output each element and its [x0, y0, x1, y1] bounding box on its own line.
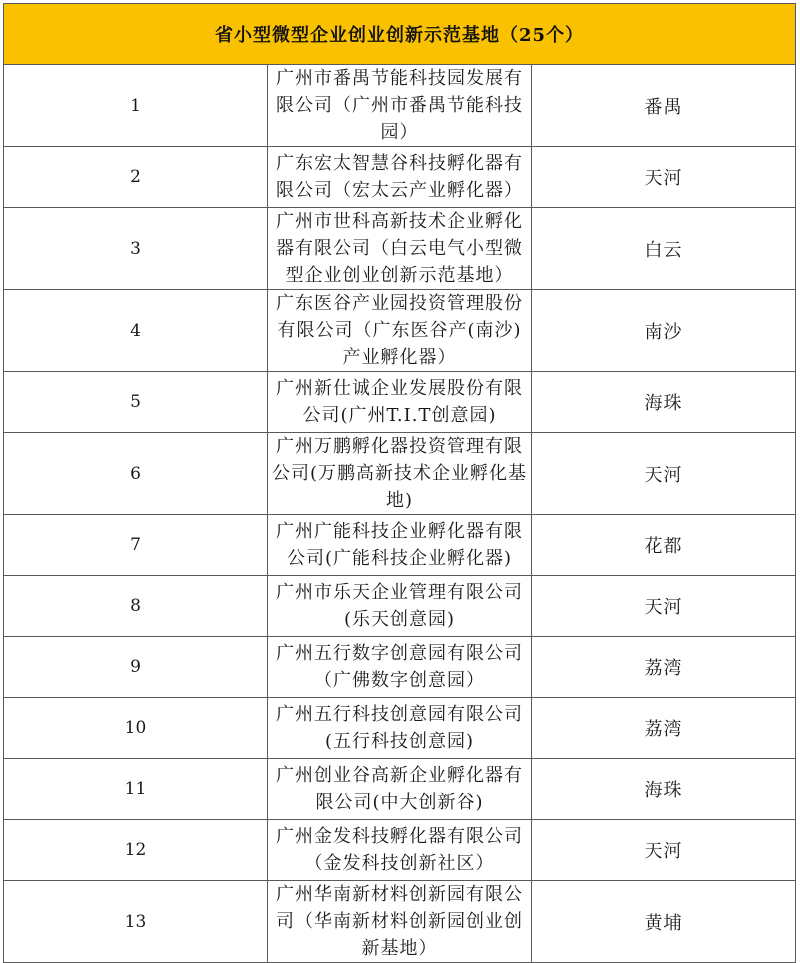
row-number: 5 — [4, 372, 268, 433]
district: 荔湾 — [532, 698, 796, 759]
table-body — [4, 65, 796, 963]
row-number: 1 — [4, 65, 268, 147]
district: 南沙 — [532, 290, 796, 372]
district: 花都 — [532, 515, 796, 576]
row-number: 6 — [4, 433, 268, 515]
company-name: 广州市乐天企业管理有限公司(乐天创意园) — [268, 576, 532, 637]
table-row — [4, 759, 796, 820]
district: 天河 — [532, 576, 796, 637]
company-name: 广州华南新材料创新园有限公司（华南新材料创新园创业创新基地） — [268, 881, 532, 963]
table-row — [4, 515, 796, 576]
table-row — [4, 208, 796, 290]
table-row — [4, 820, 796, 881]
row-number: 2 — [4, 147, 268, 208]
company-name: 广州五行数字创意园有限公司（广佛数字创意园） — [268, 637, 532, 698]
row-number: 9 — [4, 637, 268, 698]
district: 海珠 — [532, 759, 796, 820]
row-number: 13 — [4, 881, 268, 963]
table-row — [4, 290, 796, 372]
district: 荔湾 — [532, 637, 796, 698]
company-name: 广州金发科技孵化器有限公司（金发科技创新社区） — [268, 820, 532, 881]
district: 海珠 — [532, 372, 796, 433]
company-name: 广东宏太智慧谷科技孵化器有限公司（宏太云产业孵化器） — [268, 147, 532, 208]
district: 黄埔 — [532, 881, 796, 963]
company-name: 广州创业谷高新企业孵化器有限公司(中大创新谷) — [268, 759, 532, 820]
row-number: 4 — [4, 290, 268, 372]
table-header-row — [4, 4, 796, 65]
company-name: 广州广能科技企业孵化器有限公司(广能科技企业孵化器) — [268, 515, 532, 576]
table-row — [4, 65, 796, 147]
district: 天河 — [532, 820, 796, 881]
company-name: 广州市番禺节能科技园发展有限公司（广州市番禺节能科技园） — [268, 65, 532, 147]
table-title: 省小型微型企业创业创新示范基地（25个） — [4, 4, 796, 65]
district: 白云 — [532, 208, 796, 290]
district: 番禺 — [532, 65, 796, 147]
row-number: 10 — [4, 698, 268, 759]
row-number: 7 — [4, 515, 268, 576]
company-name: 广州万鹏孵化器投资管理有限公司(万鹏高新技术企业孵化基地) — [268, 433, 532, 515]
base-list-table — [3, 3, 796, 963]
district: 天河 — [532, 147, 796, 208]
company-name: 广州市世科高新技术企业孵化器有限公司（白云电气小型微型企业创业创新示范基地） — [268, 208, 532, 290]
table-row — [4, 147, 796, 208]
table-row — [4, 881, 796, 963]
table-row — [4, 576, 796, 637]
table-row — [4, 372, 796, 433]
company-name: 广州新仕诚企业发展股份有限公司(广州T.I.T创意园) — [268, 372, 532, 433]
table-row — [4, 433, 796, 515]
row-number: 3 — [4, 208, 268, 290]
company-name: 广州五行科技创意园有限公司(五行科技创意园) — [268, 698, 532, 759]
district: 天河 — [532, 433, 796, 515]
row-number: 8 — [4, 576, 268, 637]
table-row — [4, 698, 796, 759]
table-row — [4, 637, 796, 698]
row-number: 12 — [4, 820, 268, 881]
row-number: 11 — [4, 759, 268, 820]
company-name: 广东医谷产业园投资管理股份有限公司（广东医谷产(南沙)产业孵化器） — [268, 290, 532, 372]
